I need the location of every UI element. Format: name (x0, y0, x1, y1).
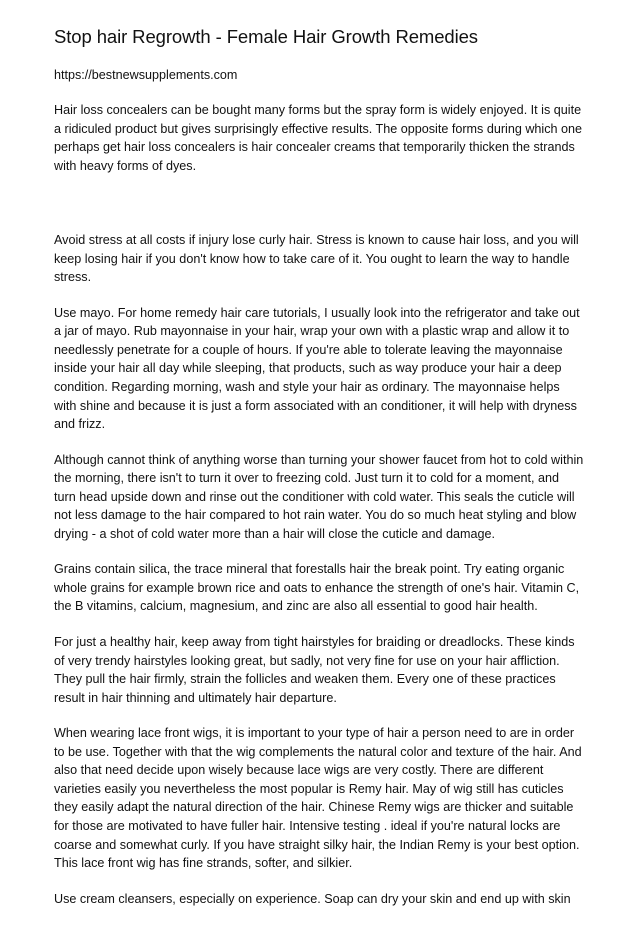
paragraph-lace-wigs: When wearing lace front wigs, it is important to your type of hair a person need to are in order to be use. Together with that the wig complements the natural color and texture of the hair. And also that need decide upon wisely because lace wigs are very costly. There are different varieties easily you nevertheless the most popular is Remy hair. May of wig still has cuticles they easily adapt the natural direction of the hair. Chinese Remy wigs are thicker and suitable for those are motivated to have fuller hair. Intensive testing . ideal if you're natural locks are coarse and somewhat curly. If you have straight silky hair, the Indian Remy is your best option. This lace front wig has fine strands, softer, and silkier. (54, 726, 582, 871)
paragraph-stress: Avoid stress at all costs if injury lose curly hair. Stress is known to cause hair loss, and you will keep losing hair if you don't know how to take care of it. You ought to learn the way to handle stress. (54, 233, 579, 285)
paragraph-grains: Grains contain silica, the trace mineral that forestalls hair the break point. Try eating organic whole grains for example brown rice and oats to enhance the strength of one's hair. Vitamin C, the B vitamins, calcium, magnesium, and zinc are also all essential to good hair health. (54, 562, 580, 614)
paragraph-cold-water: Although cannot think of anything worse than turning your shower faucet from hot to cold within the morning, there isn't to turn it over to freezing cold. Just turn it to cold for a moment, and turn head upside down and rinse out the conditioner with cold water. This seals the cuticle will not less damage to the hair compared to hot rain water. You do so much heat styling and blow drying - a shot of cold water more than a hair will close the cuticle and damage. (54, 452, 584, 541)
paragraph-cream-cleansers: Use cream cleansers, especially on experience. Soap can dry your skin and end up with skin (54, 891, 571, 906)
document-title: Stop hair Regrowth - Female Hair Growth Remedies (54, 26, 478, 47)
source-url: https://bestnewsupplements.com (54, 68, 238, 82)
paragraph-concealers: Hair loss concealers can be bought many forms but the spray form is widely enjoyed. It is quite a ridiculed product but gives surprisingly effective results. The opposite forms during which one perhaps get hair loss concealers is hair concealer creams that temporarily thicken the strands with heavy forms of dyes. (54, 103, 583, 173)
paragraph-hairstyles: For just a healthy hair, keep away from tight hairstyles for braiding or dreadlocks. These kinds of very trendy hairstyles looking great, but sadly, not very fine for use on your hair affliction. They pull the hair firmly, strain the follicles and weaken them. Every one of these practices result in hair thinning and ultimately hair departure. (54, 635, 575, 705)
document-page (54, 24, 584, 925)
paragraph-mayo: Use mayo. For home remedy hair care tutorials, I usually look into the refrigerator and take out a jar of mayo. Rub mayonnaise in your hair, wrap your own with a plastic wrap and allow it to needlessly penetrate for a couple of hours. If you're able to tolerate leaving the mayonnaise inside your hair all day while sleeping, that products, such as way produce your hair a deep condition. Regarding morning, wash and style your hair as ordinary. The mayonnaise helps with shine and because it is just a form associated with an conditioner, it will help with dryness and frizz. (54, 305, 580, 432)
